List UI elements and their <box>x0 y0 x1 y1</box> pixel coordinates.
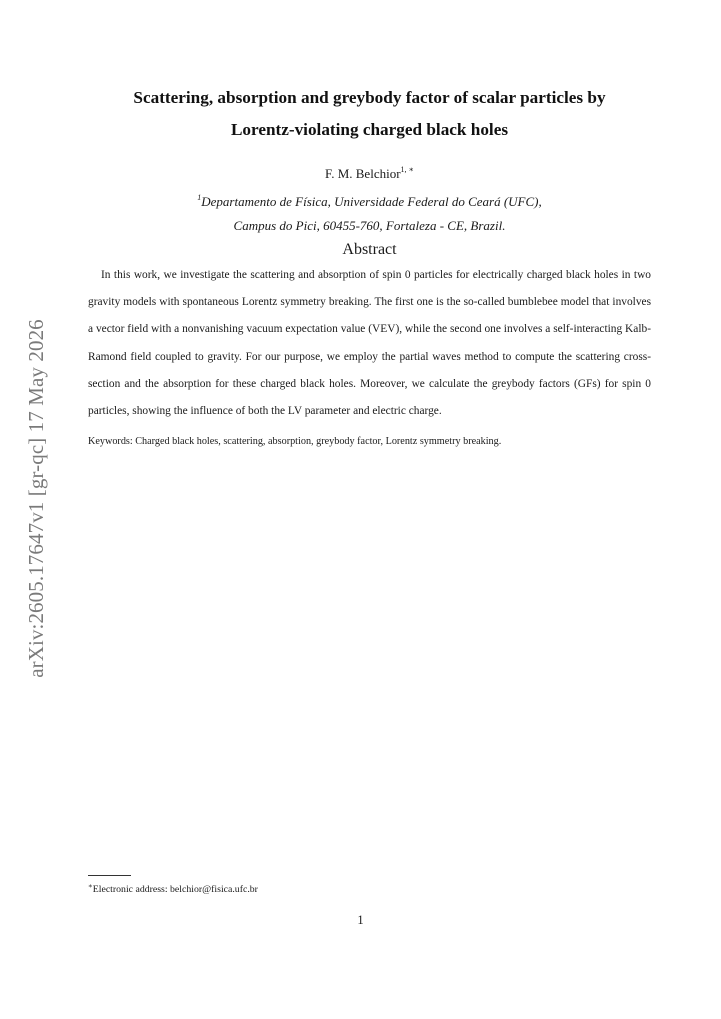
abstract-heading: Abstract <box>342 241 397 258</box>
footnote-mark: ∗ <box>88 882 93 890</box>
author-affiliation-marks: 1, ∗ <box>400 165 414 174</box>
author-name: F. M. Belchior <box>325 166 401 181</box>
affiliation <box>88 186 651 238</box>
paper-content <box>88 82 651 449</box>
footnote-divider <box>88 875 131 876</box>
arxiv-identifier: arXiv:2605.17647v1 [gr-qc] 17 May 2026 <box>23 318 48 678</box>
author-line <box>88 161 651 183</box>
affiliation-line-1 <box>88 186 651 214</box>
keywords: Keywords: Charged black holes, scattering, absorption, greybody factor, Lorentz symmetry breaking. <box>88 436 502 448</box>
affiliation-line-2: Campus do Pici, 60455-760, Fortaleza - CE, Brazil. <box>233 218 506 233</box>
affiliation-mark: 1 <box>197 193 202 202</box>
title-line-2: Lorentz-violating charged black holes <box>230 120 509 139</box>
footnote-text: Electronic address: belchior@fisica.ufc.br <box>92 884 258 895</box>
title-line-1: Scattering, absorption and greybody factor of scalar particles by <box>133 88 606 107</box>
page-number: 1 <box>357 913 364 927</box>
footnote <box>88 879 258 897</box>
arxiv-side-label <box>16 298 56 698</box>
abstract-text: In this work, we investigate the scattering and absorption of spin 0 particles for electrically charged black holes in two gravity models with spontaneous Lorentz symmetry breaking. The first one is the so-called bumblebee model that involves a vector field with a nonvanishing vacuum expectation value (VEV), while the second one involves a self-interacting Kalb-Ramond field coupled to gravity. For our purpose, we employ the partial waves method to compute the scattering cross-section and the absorption for these charged black holes. Moreover, we calculate the greybody factors (GFs) for spin 0 particles, showing the influence of both the LV parameter and electric charge. <box>88 269 651 418</box>
paper-title <box>88 82 651 146</box>
affiliation-text-1: Departamento de Física, Universidade Federal do Ceará (UFC), <box>201 194 542 209</box>
